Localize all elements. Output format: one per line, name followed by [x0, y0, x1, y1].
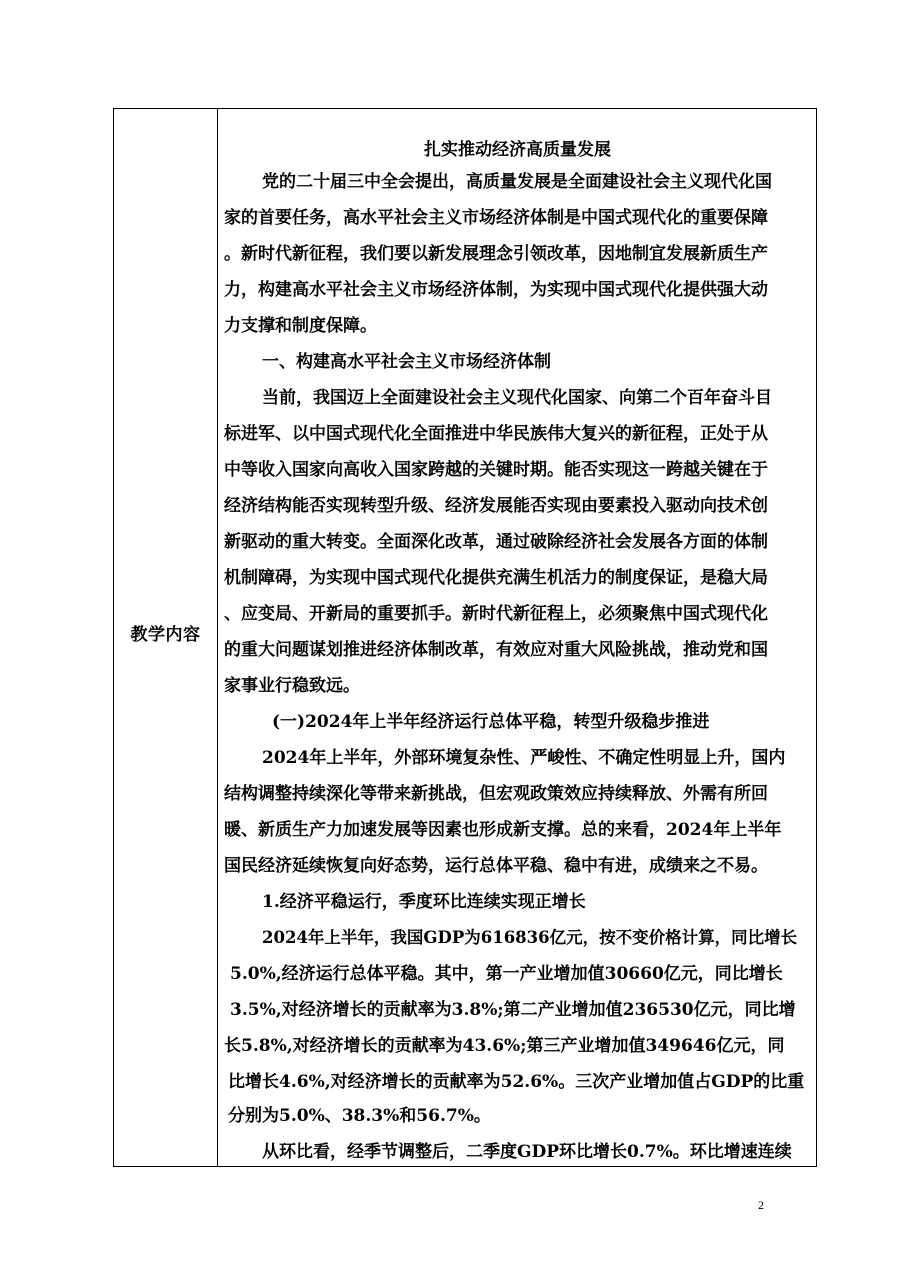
body-line: 。新时代新征程，我们要以新发展理念引领改革，因地制宜发展新质生产 [224, 244, 768, 264]
body-line: 结构调整持续深化等带来新挑战，但宏观政策效应持续释放、外需有所回 [224, 784, 768, 804]
column-divider [217, 108, 218, 1167]
body-line: 力支撑和制度保障。 [224, 316, 377, 336]
body-line: 力，构建高水平社会主义市场经济体制，为实现中国式现代化提供强大动 [224, 280, 768, 300]
body-line: 的重大问题谋划推进经济体制改革，有效应对重大风险挑战，推动党和国 [224, 640, 768, 660]
body-line: 5.0%,经济运行总体平稳。其中，第一产业增加值30660亿元，同比增长 [230, 964, 783, 984]
body-line: 中等收入国家向高收入国家跨越的关键时期。能否实现这一跨越关键在于 [224, 460, 768, 480]
section-heading: 一、构建高水平社会主义市场经济体制 [262, 352, 551, 372]
body-line: 暖、新质生产力加速发展等因素也形成新支撑。总的来看，2024年上半年 [224, 820, 782, 840]
body-line: 家的首要任务，高水平社会主义市场经济体制是中国式现代化的重要保障 [224, 208, 768, 228]
body-line: 2024年上半年，我国GDP为616836亿元，按不变价格计算，同比增长 [262, 928, 798, 947]
page-number: 2 [758, 1198, 764, 1212]
body-line: 长5.8%,对经济增长的贡献率为43.6%;第三产业增加值349646亿元，同 [224, 1036, 785, 1056]
body-line: 当前，我国迈上全面建设社会主义现代化国家、向第二个百年奋斗目 [262, 388, 772, 408]
body-line: 3.5%,对经济增长的贡献率为3.8%;第二产业增加值236530亿元，同比增 [230, 1000, 796, 1020]
body-line: 标进军、以中国式现代化全面推进中华民族伟大复兴的新征程，正处于从 [224, 424, 768, 444]
body-line: 国民经济延续恢复向好态势，运行总体平稳、稳中有进，成绩来之不易。 [224, 856, 768, 876]
body-line: 分别为5.0%、38.3%和56.7%。 [228, 1106, 491, 1126]
body-line: 从环比看，经季节调整后，二季度GDP环比增长0.7%。环比增速连续 [262, 1142, 792, 1162]
section-title: 扎实推动经济高质量发展 [424, 140, 611, 160]
body-line: 新驱动的重大转变。全面深化改革，通过破除经济社会发展各方面的体制 [224, 532, 768, 552]
body-line: 比增长4.6%,对经济增长的贡献率为52.6%。三次产业增加值占GDP的比重 [228, 1072, 805, 1092]
body-line: 、应变局、开新局的重要抓手。新时代新征程上，必须聚焦中国式现代化 [224, 604, 768, 624]
body-line: 经济结构能否实现转型升级、经济发展能否实现由要素投入驱动向技术创 [224, 496, 768, 516]
body-line: 家事业行稳致远。 [224, 676, 360, 696]
numbered-heading: 1.经济平稳运行，季度环比连续实现正增长 [262, 892, 586, 912]
body-line: 2024年上半年，外部环境复杂性、严峻性、不确定性明显上升，国内 [262, 748, 786, 768]
row-label-teaching-content: 教学内容 [130, 625, 201, 645]
body-line: 机制障碍，为实现中国式现代化提供充满生机活力的制度保证，是稳大局 [224, 568, 768, 588]
subsection-heading: (一)2024年上半年经济运行总体平稳，转型升级稳步推进 [272, 712, 710, 732]
body-line: 党的二十届三中全会提出，高质量发展是全面建设社会主义现代化国 [262, 172, 772, 192]
